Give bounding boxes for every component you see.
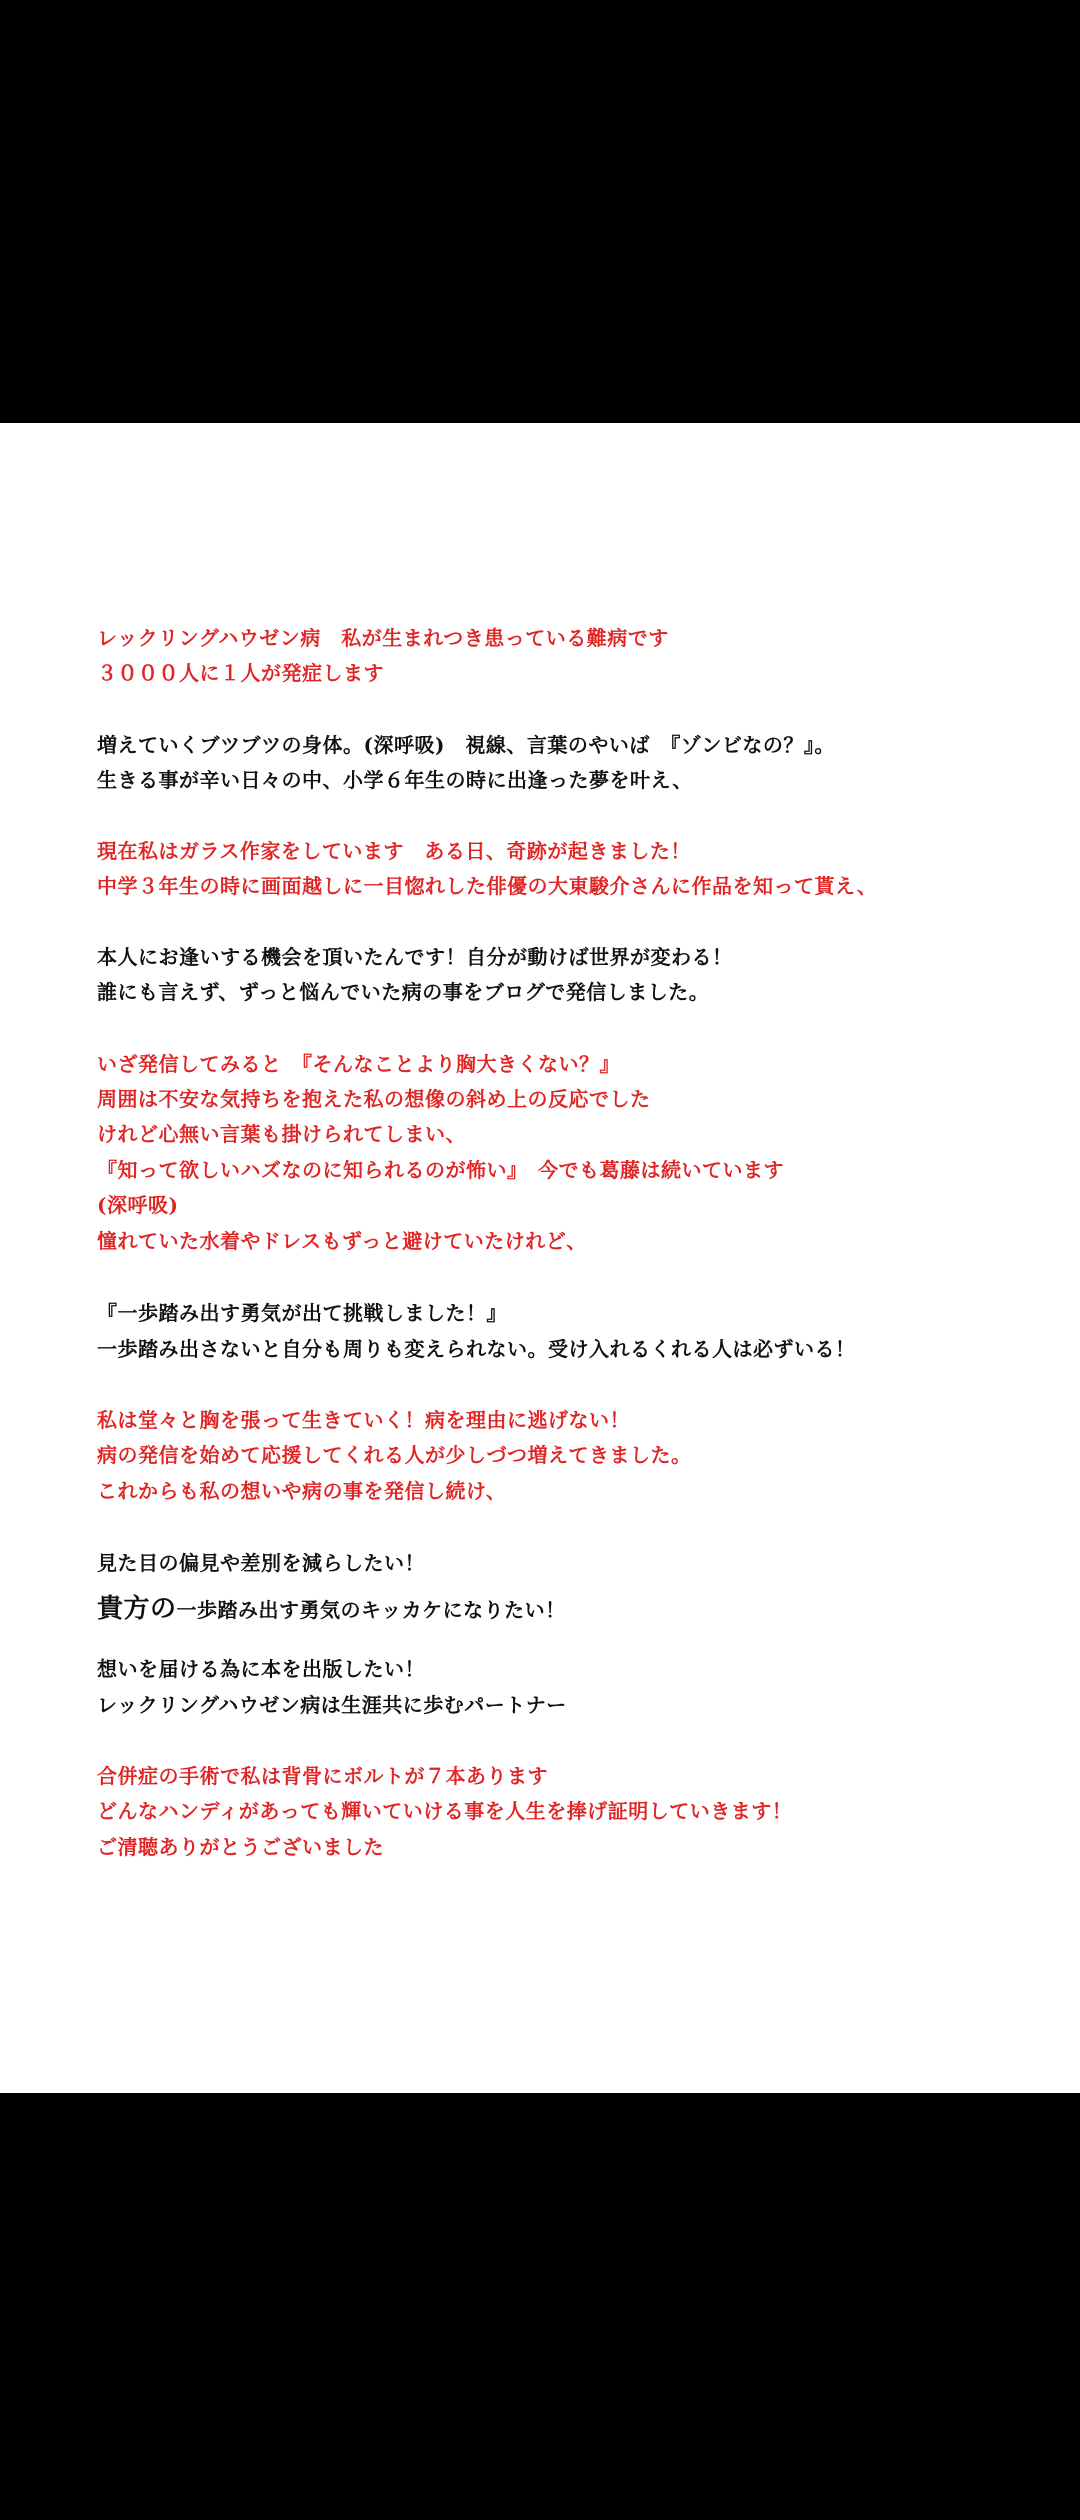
text-line: 本人にお逢いする機会を頂いたんです！自分が動けば世界が変わる！ (97, 945, 733, 969)
emphasis-line (97, 1596, 566, 1622)
text-line: 病の発信を始めて応援してくれる人が少しづつ増えてきました。 (97, 1443, 692, 1467)
text-line: 中学３年生の時に画面越しに一目惚れした俳優の大東駿介さんに作品を知って貰え、 (97, 874, 878, 898)
text-line: 『知って欲しいハズなのに知られるのが怖い』 今でも葛藤は続いています (97, 1158, 784, 1182)
text-line: 私は堂々と胸を張って生きていく！病を理由に逃げない！ (97, 1408, 630, 1432)
text-line: 想いを届ける為に本を出版したい！ (97, 1657, 425, 1681)
text-line: 憧れていた水着やドレスもずっと避けていたけれど、 (97, 1229, 587, 1253)
bottom-black-frame (0, 2093, 1080, 2520)
text-line: 『一歩踏み出す勇気が出て挑戦しました！』 (97, 1301, 507, 1325)
text-line: 周囲は不安な気持ちを抱えた私の想像の斜め上の反応でした (97, 1087, 651, 1111)
text-line: 現在私はガラス作家をしています ある日、奇跡が起きました！ (97, 839, 691, 863)
document-page (0, 423, 1080, 2093)
text-line: けれど心無い言葉も掛けられてしまい、 (97, 1122, 466, 1146)
text-line: どんなハンディがあっても輝いていける事を人生を捧げ証明していきます！ (97, 1799, 793, 1823)
text-line: 見た目の偏見や差別を減らしたい！ (97, 1551, 425, 1575)
top-black-frame (0, 0, 1080, 423)
text-line: 合併症の手術で私は背骨にボルトが７本あります (97, 1764, 548, 1788)
text-line: 生きる事が辛い日々の中、小学６年生の時に出逢った夢を叶え、 (97, 768, 693, 792)
text-line: 一歩踏み出さないと自分も周りも変えられない。受け入れるくれる人は必ずいる！ (97, 1337, 856, 1361)
emphasis-line-rest: 一歩踏み出す勇気のキッカケになりたい！ (176, 1598, 566, 1622)
text-line: 増えていくブツブツの身体。(深呼吸) 視線、言葉のやいば 『ゾンビなの？』。 (97, 733, 835, 757)
text-line: ３０００人に１人が発症します (97, 661, 384, 685)
text-line: レックリングハウゼン病 私が生まれつき患っている難病です (97, 626, 669, 650)
text-line: これからも私の想いや病の事を発信し続け、 (97, 1479, 507, 1503)
text-line: (深呼吸) (97, 1193, 179, 1217)
emphasis-word: 貴方の (97, 1594, 177, 1624)
text-line: ご清聴ありがとうございました (97, 1835, 384, 1859)
text-line: 誰にも言えず、ずっと悩んでいた病の事をブログで発信しました。 (97, 980, 710, 1004)
text-line: レックリングハウゼン病は生涯共に歩むパートナー (97, 1693, 567, 1717)
text-line: いざ発信してみると 『そんなことより胸大きくない？』 (97, 1052, 620, 1076)
